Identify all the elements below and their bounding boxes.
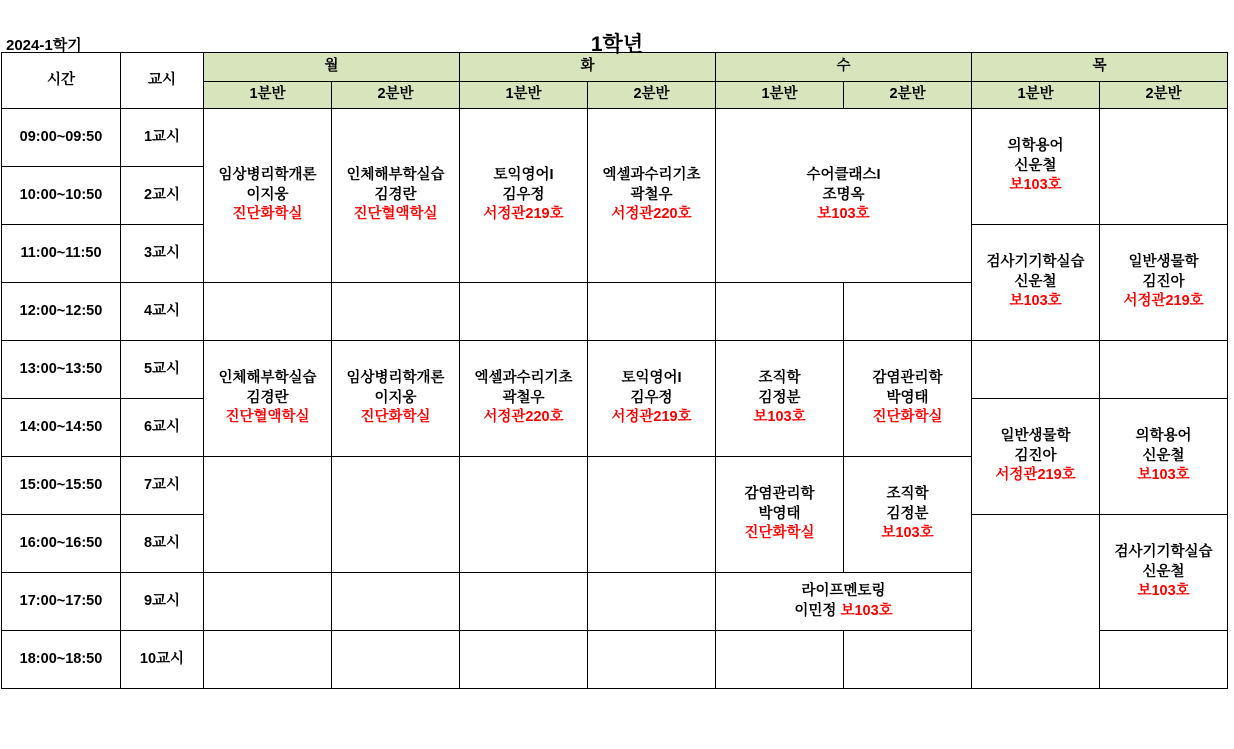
header-day-thu: 목 — [972, 53, 1228, 82]
class-room: 보103호 — [1137, 583, 1190, 600]
class-title: 조직학 — [886, 486, 929, 503]
period-cell: 3교시 — [121, 225, 204, 283]
class-room: 보103호 — [817, 206, 870, 223]
empty-cell — [460, 457, 588, 573]
class-room: 보103호 — [1137, 467, 1190, 484]
class-professor: 김정분 — [758, 389, 801, 406]
period-cell: 1교시 — [121, 109, 204, 167]
class-professor: 김우정 — [630, 389, 673, 406]
class-room: 진단화학실 — [872, 409, 943, 426]
time-cell: 14:00~14:50 — [2, 399, 121, 457]
empty-cell — [972, 341, 1100, 399]
class-professor: 조명옥 — [822, 186, 865, 203]
period-cell: 7교시 — [121, 457, 204, 515]
class-title: 수어클래스I — [806, 167, 881, 184]
class-professor: 이지웅 — [374, 389, 417, 406]
class-professor: 곽철우 — [630, 186, 673, 203]
table-row — [2, 341, 1228, 399]
time-cell: 09:00~09:50 — [2, 109, 121, 167]
class-room: 보103호 — [1009, 177, 1062, 194]
class-title: 검사기기학실습 — [986, 254, 1085, 271]
empty-cell — [1100, 109, 1228, 225]
class-cell-thu-2-p3[interactable] — [1100, 225, 1228, 341]
class-cell-tue-2-p5[interactable] — [588, 341, 716, 457]
empty-cell — [588, 573, 716, 631]
class-cell-thu-2-p6[interactable] — [1100, 399, 1228, 515]
class-room: 서정관219호 — [611, 409, 692, 426]
header-day-wed: 수 — [716, 53, 972, 82]
class-professor: 이민정 보103호 — [794, 602, 893, 619]
empty-cell — [588, 283, 716, 341]
class-professor: 김진아 — [1014, 447, 1057, 464]
empty-cell — [204, 283, 332, 341]
class-professor: 신운철 — [1014, 273, 1057, 290]
class-room: 보103호 — [840, 602, 893, 619]
header-day-mon: 월 — [204, 53, 460, 82]
class-cell-mon-2-p1[interactable] — [332, 109, 460, 283]
time-cell: 18:00~18:50 — [2, 631, 121, 689]
class-professor: 김경란 — [246, 389, 289, 406]
empty-cell — [1100, 631, 1228, 689]
class-title: 라이프멘토링 — [801, 582, 886, 599]
class-room: 진단혈액학실 — [353, 206, 438, 223]
class-professor: 신운철 — [1142, 563, 1185, 580]
class-cell-mon-1-p5[interactable] — [204, 341, 332, 457]
class-cell-mon-1-p1[interactable] — [204, 109, 332, 283]
class-room: 서정관219호 — [1123, 293, 1204, 310]
empty-cell — [332, 457, 460, 573]
class-title: 검사기기학실습 — [1114, 544, 1213, 561]
class-title: 인체해부학실습 — [218, 370, 317, 387]
empty-cell — [1100, 341, 1228, 399]
class-room: 진단화학실 — [744, 525, 815, 542]
empty-cell — [204, 631, 332, 689]
class-professor: 김진아 — [1142, 273, 1185, 290]
header-section-wed-1: 1분반 — [716, 82, 844, 109]
period-cell: 6교시 — [121, 399, 204, 457]
class-room: 진단혈액학실 — [225, 409, 310, 426]
header-section-tue-1: 1분반 — [460, 82, 588, 109]
period-cell: 9교시 — [121, 573, 204, 631]
class-room: 서정관220호 — [611, 206, 692, 223]
table-row — [2, 109, 1228, 167]
empty-cell — [588, 457, 716, 573]
header-period: 교시 — [121, 53, 204, 109]
empty-cell — [588, 631, 716, 689]
class-cell-thu-1-p6[interactable] — [972, 399, 1100, 515]
time-cell: 15:00~15:50 — [2, 457, 121, 515]
class-title: 엑셀과수리기초 — [602, 167, 701, 184]
period-cell: 8교시 — [121, 515, 204, 573]
empty-cell — [332, 283, 460, 341]
header-section-thu-1: 1분반 — [972, 82, 1100, 109]
header-day-tue: 화 — [460, 53, 716, 82]
class-title: 인체해부학실습 — [346, 167, 445, 184]
class-professor: 박영태 — [758, 505, 801, 522]
empty-cell — [460, 283, 588, 341]
period-cell: 10교시 — [121, 631, 204, 689]
page-title: 1학년 — [590, 33, 644, 56]
class-title: 토익영어I — [621, 370, 682, 387]
timetable — [1, 52, 1228, 689]
class-title: 엑셀과수리기초 — [474, 370, 573, 387]
page-header — [0, 0, 1234, 56]
empty-cell — [972, 515, 1100, 689]
empty-cell — [332, 631, 460, 689]
class-title: 토익영어I — [493, 167, 554, 184]
time-cell: 16:00~16:50 — [2, 515, 121, 573]
class-professor: 곽철우 — [502, 389, 545, 406]
class-professor: 김정분 — [886, 505, 929, 522]
class-room: 서정관219호 — [995, 467, 1076, 484]
time-cell: 17:00~17:50 — [2, 573, 121, 631]
class-title: 임상병리학개론 — [218, 167, 317, 184]
class-title: 의학용어 — [1007, 138, 1064, 155]
period-cell: 4교시 — [121, 283, 204, 341]
class-cell-tue-1-p5[interactable] — [460, 341, 588, 457]
class-cell-wed-1-p7[interactable] — [716, 457, 844, 573]
empty-cell — [716, 631, 844, 689]
empty-cell — [332, 573, 460, 631]
class-professor: 김경란 — [374, 186, 417, 203]
period-cell: 5교시 — [121, 341, 204, 399]
time-cell: 10:00~10:50 — [2, 167, 121, 225]
class-professor: 박영태 — [886, 389, 929, 406]
header-section-mon-1: 1분반 — [204, 82, 332, 109]
time-cell: 11:00~11:50 — [2, 225, 121, 283]
empty-cell — [204, 573, 332, 631]
class-cell-wed-all-p9[interactable] — [716, 573, 972, 631]
class-title: 일반생물학 — [1000, 428, 1071, 445]
empty-cell — [460, 631, 588, 689]
time-cell: 12:00~12:50 — [2, 283, 121, 341]
class-room: 진단화학실 — [360, 409, 431, 426]
header-section-wed-2: 2분반 — [844, 82, 972, 109]
class-title: 감염관리학 — [744, 486, 815, 503]
header-section-mon-2: 2분반 — [332, 82, 460, 109]
class-professor: 신운철 — [1142, 447, 1185, 464]
header-section-tue-2: 2분반 — [588, 82, 716, 109]
empty-cell — [716, 283, 844, 341]
class-cell-wed-1-p5[interactable] — [716, 341, 844, 457]
class-professor: 신운철 — [1014, 157, 1057, 174]
header-section-thu-2: 2분반 — [1100, 82, 1228, 109]
class-room: 보103호 — [753, 409, 806, 426]
class-cell-thu-1-p1[interactable] — [972, 109, 1100, 225]
class-cell-wed-2-p5[interactable] — [844, 341, 972, 457]
class-professor: 이지웅 — [246, 186, 289, 203]
class-cell-mon-2-p5[interactable] — [332, 341, 460, 457]
class-room: 보103호 — [881, 525, 934, 542]
class-title: 조직학 — [758, 370, 801, 387]
empty-cell — [844, 283, 972, 341]
empty-cell — [844, 631, 972, 689]
class-room: 서정관220호 — [483, 409, 564, 426]
class-room: 보103호 — [1009, 293, 1062, 310]
class-title: 감염관리학 — [872, 370, 943, 387]
time-cell: 13:00~13:50 — [2, 341, 121, 399]
semester-label: 2024-1학기 — [6, 37, 82, 54]
class-cell-tue-2-p1[interactable] — [588, 109, 716, 283]
class-title: 일반생물학 — [1128, 254, 1199, 271]
header-time: 시간 — [2, 53, 121, 109]
class-professor: 김우정 — [502, 186, 545, 203]
empty-cell — [460, 573, 588, 631]
class-cell-tue-1-p1[interactable] — [460, 109, 588, 283]
class-cell-wed-2-p7[interactable] — [844, 457, 972, 573]
class-title: 임상병리학개론 — [346, 370, 445, 387]
empty-cell — [204, 457, 332, 573]
class-cell-thu-2-p8[interactable] — [1100, 515, 1228, 631]
class-room: 진단화학실 — [232, 206, 303, 223]
period-cell: 2교시 — [121, 167, 204, 225]
class-cell-thu-1-p3[interactable] — [972, 225, 1100, 341]
class-cell-wed-all-p1[interactable] — [716, 109, 972, 283]
class-title: 의학용어 — [1135, 428, 1192, 445]
class-room: 서정관219호 — [483, 206, 564, 223]
